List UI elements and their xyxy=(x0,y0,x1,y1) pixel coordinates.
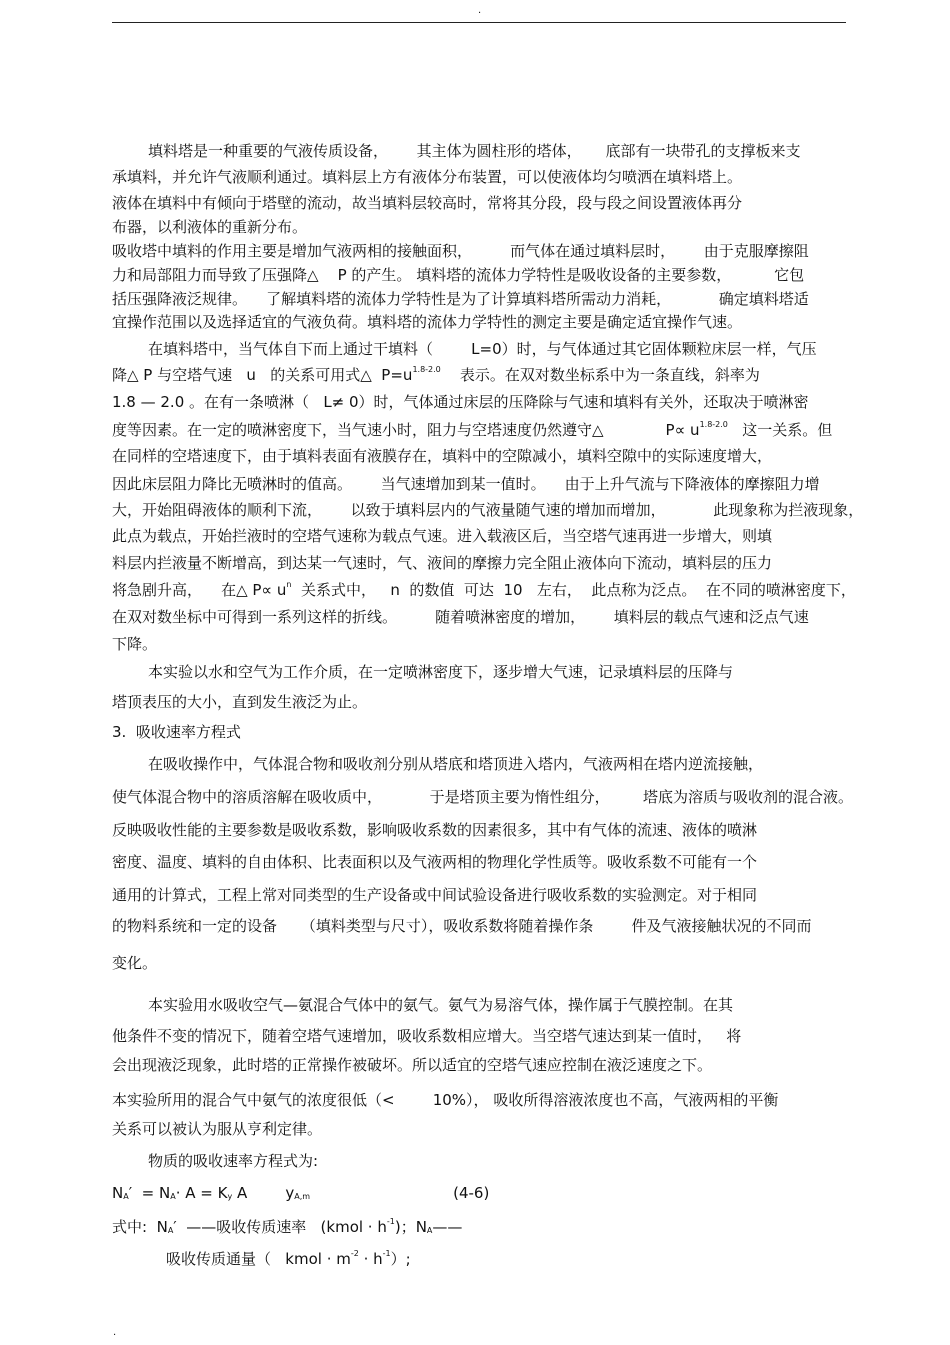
para-line: 料层内拦液量不断增高，到达某一气速时，气、液间的摩擦力完全阻止液体向下流动，填料层的压力 xyxy=(112,554,773,572)
para-line: 反映吸收性能的主要参数是吸收系数，影响吸收系数的因素很多，其中有气体的流速、液体的喷淋 xyxy=(112,821,758,839)
para-line: 本实验用水吸收空气—氨混合气体中的氨气。氨气为易溶气体，操作属于气膜控制。在其 xyxy=(148,996,734,1014)
para-line: 吸收塔中填料的作用主要是增加气液两相的接触面积， 而气体在通过填料层时， 由于克服摩擦阻 xyxy=(112,242,809,260)
text-run: · h xyxy=(358,1250,383,1268)
text-run: A y xyxy=(232,1184,295,1202)
para-line: 的物料系统和一定的设备 （填料类型与尺寸），吸收系数将随着操作条 件及气液接触状况的不同而 xyxy=(112,917,812,935)
subscript: y xyxy=(227,1192,233,1201)
para-line xyxy=(166,1249,411,1269)
para-line xyxy=(112,580,856,600)
para-line: 在填料塔中，当气体自下而上通过干填料（ L=0）时，与气体通过其它固体颗粒床层一样，气压 xyxy=(148,340,817,358)
exponent: 1.8-2.0 xyxy=(699,420,728,429)
para-line: 布器，以利液体的重新分布。 xyxy=(112,218,308,236)
para-line: 1.8 — 2.0 。在有一条喷淋（ L≠ 0）时，气体通过床层的压降除与气速和填料有关外，还取决于喷淋密 xyxy=(112,393,809,411)
para-line xyxy=(112,420,832,440)
para-line: 此点为载点，开始拦液时的空塔气速称为载点气速。进入载液区后，当空塔气速再进一步增大，则填 xyxy=(112,527,773,545)
text-run: 式中: N xyxy=(112,1218,168,1236)
subscript: A,m xyxy=(294,1192,311,1201)
footer-dot: . xyxy=(113,1327,117,1338)
equation xyxy=(112,1183,489,1203)
subscript: A xyxy=(123,1192,129,1201)
text-run: · A = K xyxy=(175,1184,228,1202)
text-run: N xyxy=(112,1184,124,1202)
para-line: 力和局部阻力而导致了压强降△ P 的产生。 填料塔的流体力学特性是吸收设备的主要参数， 它包 xyxy=(112,266,805,284)
subscript: A xyxy=(426,1226,433,1235)
para-line: 下降。 xyxy=(112,635,158,653)
para-line: 他条件不变的情况下，随着空塔气速增加，吸收系数相应增大。当空塔气速达到某一值时， 将 xyxy=(112,1027,742,1045)
para-line: 使气体混合物中的溶质溶解在吸收质中， 于是塔顶主要为惰性组分， 塔底为溶质与吸收剂的混合液。 xyxy=(112,788,854,806)
exponent: -2 xyxy=(350,1249,359,1258)
text-run: 度等因素。在一定的喷淋密度下，当气速小时，阻力与空塔速度仍然遵守△ P∝ u xyxy=(112,421,700,439)
para-line xyxy=(112,365,760,385)
exponent: n xyxy=(286,580,292,589)
text-run: 将急剧升高， 在△ P∝ u xyxy=(112,581,287,599)
text-run: ′ = N xyxy=(128,1184,171,1202)
text-run: )；N xyxy=(394,1218,427,1236)
para-line: 会出现液泛现象，此时塔的正常操作被破坏。所以适宜的空塔气速应控制在液泛速度之下。 xyxy=(112,1056,713,1074)
text-run: 这一关系。但 xyxy=(727,421,833,439)
para-line xyxy=(112,1217,462,1237)
para-line: 通用的计算式，工程上常对同类型的生产设备或中间试验设备进行吸收系数的实验测定。对于相同 xyxy=(112,886,758,904)
subscript: A xyxy=(170,1192,176,1201)
text-run: ′ ——吸收传质速率 (kmol · h xyxy=(173,1218,387,1236)
para-line: 在吸收操作中，气体混合物和吸收剂分别从塔底和塔顶进入塔内，气液两相在塔内逆流接触， xyxy=(148,755,764,773)
para-line: 本实验所用的混合气中氨气的浓度很低（< 10%）， 吸收所得溶液浓度也不高，气液两相的平衡 xyxy=(112,1091,779,1109)
para-line: 液体在填料中有倾向于塔壁的流动，故当填料层较高时，常将其分段，段与段之间设置液体再分 xyxy=(112,194,743,212)
section-heading: 3. 吸收速率方程式 xyxy=(112,723,241,741)
exponent: -1 xyxy=(386,1217,395,1226)
text-run: 吸收传质通量（ kmol · m xyxy=(166,1250,351,1268)
para-line: 变化。 xyxy=(112,954,158,972)
para-line: 大，开始阻碍液体的顺利下流， 以致于填料层内的气液量随气速的增加而增加， 此现象称为拦液现象， xyxy=(112,501,864,519)
text-run: —— xyxy=(432,1218,463,1236)
para-line: 承填料，并允许气液顺利通过。填料层上方有液体分布装置，可以使液体均匀喷洒在填料塔上。 xyxy=(112,168,743,186)
para-line: 括压强降液泛规律。 了解填料塔的流体力学特性是为了计算填料塔所需动力消耗， 确定填料塔适 xyxy=(112,290,809,308)
para-line: 因此床层阻力降比无喷淋时的值高。 当气速增加到某一值时。 由于上升气流与下降液体的摩擦阻力增 xyxy=(112,475,820,493)
para-line: 在同样的空塔速度下，由于填料表面有液膜存在，填料中的空隙减小，填料空隙中的实际速度增大， xyxy=(112,447,773,465)
para-line: 宜操作范围以及选择适宜的气液负荷。填料塔的流体力学特性的测定主要是确定适宜操作气速。 xyxy=(112,313,743,331)
header-dot: . xyxy=(478,5,482,16)
equation-number: (4-6) xyxy=(310,1184,490,1202)
para-line: 物质的吸收速率方程式为: xyxy=(148,1152,319,1170)
text-run: ）; xyxy=(390,1250,411,1268)
text-run: 关系式中， n 的数值 可达 10 左右， 此点称为泛点。 在不同的喷淋密度下， xyxy=(291,581,856,599)
text-run: 表示。在双对数坐标系中为一条直线，斜率为 xyxy=(440,366,760,384)
para-line: 填料塔是一种重要的气液传质设备， 其主体为圆柱形的塔体， 底部有一块带孔的支撑板来支 xyxy=(148,142,801,160)
para-line: 塔顶表压的大小，直到发生液泛为止。 xyxy=(112,693,368,711)
para-line: 关系可以被认为服从亨利定律。 xyxy=(112,1120,323,1138)
para-line: 密度、温度、填料的自由体积、比表面积以及气液两相的物理化学性质等。吸收系数不可能有一个 xyxy=(112,853,758,871)
exponent: -1 xyxy=(382,1249,391,1258)
para-line: 在双对数坐标中可得到一系列这样的折线。 随着喷淋密度的增加， 填料层的载点气速和泛点气速 xyxy=(112,608,809,626)
exponent: 1.8-2.0 xyxy=(412,365,441,374)
para-line: 本实验以水和空气为工作介质，在一定喷淋密度下，逐步增大气速，记录填料层的压降与 xyxy=(148,663,734,681)
header-rule xyxy=(112,22,846,23)
text-run: 降△ P 与空塔气速 u 的关系可用式△ P=u xyxy=(112,366,413,384)
subscript: A xyxy=(167,1226,174,1235)
